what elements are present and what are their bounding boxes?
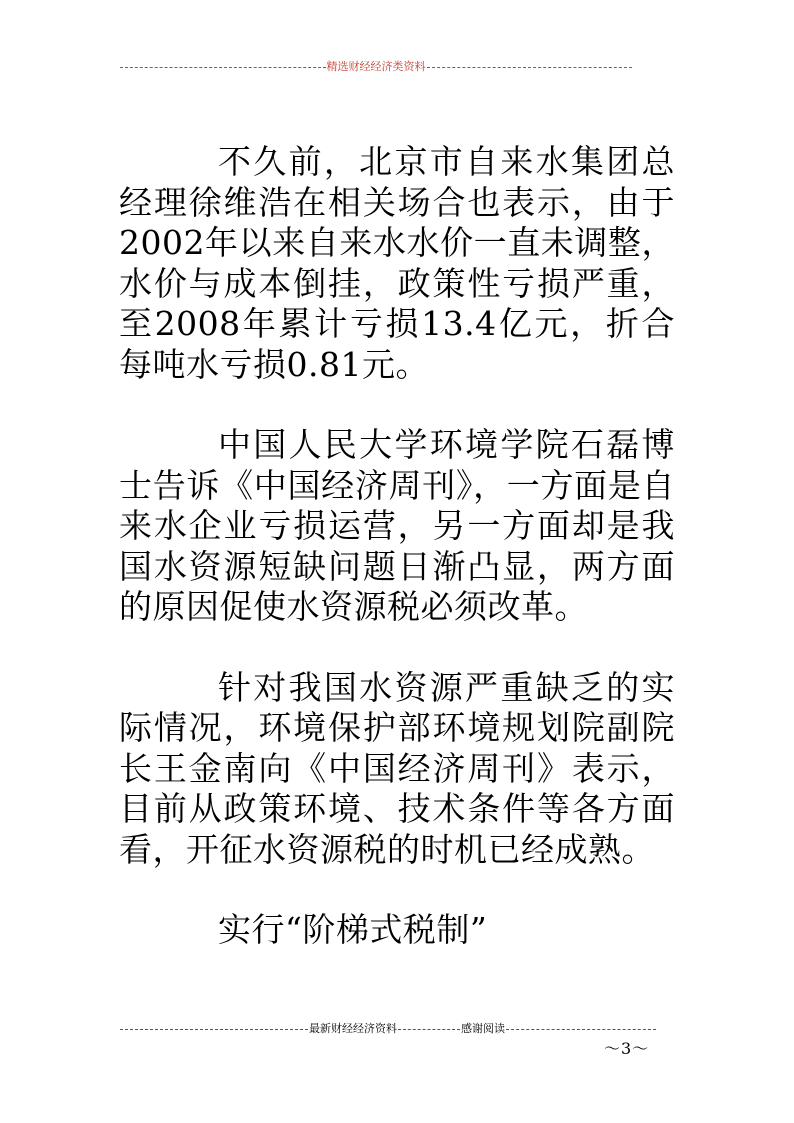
header-divider-left: [120, 67, 326, 68]
footer-left-text: 最新财经经济资料: [309, 1022, 397, 1035]
header-text: 精选财经经济类资料: [326, 60, 426, 73]
footer-divider-3: [506, 1029, 656, 1030]
footer-divider-2: [398, 1029, 460, 1030]
header-divider-right: [427, 67, 633, 68]
page-header: [120, 58, 632, 74]
paragraph-2: 中国人民大学环境学院石磊博士告诉《中国经济周刊》，一方面是自来水企业亏损运营，另一方面却是我国水资源短缺问题日渐凸显，两方面的原因促使水资源税必须改革。: [119, 425, 675, 626]
document-body: [119, 142, 675, 951]
section-heading: 实行“阶梯式税制”: [218, 910, 488, 949]
footer-right-text: 感谢阅读: [461, 1022, 505, 1035]
paragraph-1: 不久前，北京市自来水集团总经理徐维浩在相关场合也表示，由于2002年以来自来水水价一直未调整，水价与成本倒挂，政策性亏损严重，至2008年累计亏损13.4亿元，折合每吨水亏损0.81元。: [119, 142, 675, 384]
page-footer: [120, 1020, 656, 1036]
footer-divider-1: [120, 1029, 308, 1030]
page-number: ～3～: [604, 1039, 650, 1058]
paragraph-3: 针对我国水资源严重缺乏的实际情况，环境保护部环境规划院副院长王金南向《中国经济周刊》表示，目前从政策环境、技术条件等各方面看，开征水资源税的时机已经成熟。: [119, 667, 675, 869]
